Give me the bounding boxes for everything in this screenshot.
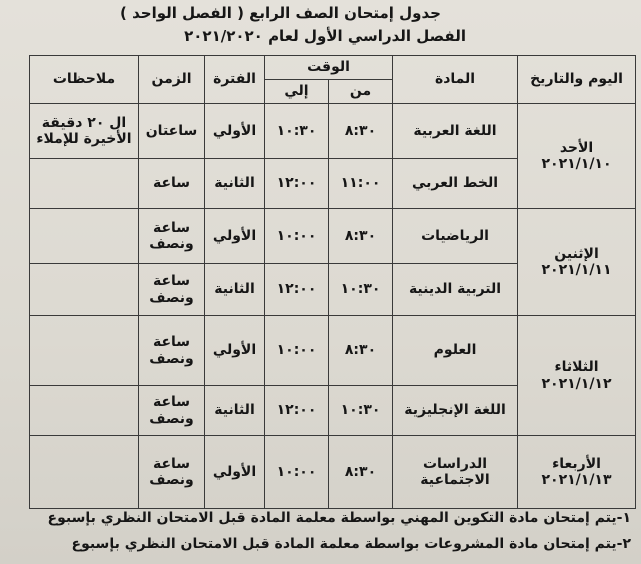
header-period: الفترة — [205, 56, 265, 104]
duration-cell: ساعة ونصف — [139, 264, 205, 316]
day-name: الأربعاء — [552, 455, 601, 472]
period-cell: الثانية — [205, 264, 265, 316]
duration-cell: ساعة ونصف — [139, 386, 205, 436]
subject-cell: التربية الدينية — [393, 264, 518, 316]
time-to-cell: ١٠:٠٠ — [265, 436, 329, 509]
subject-cell: الخط العربي — [393, 159, 518, 209]
time-to-cell: ١٢:٠٠ — [265, 264, 329, 316]
schedule-title: جدول إمتحان الصف الرابع ( الفصل الواحد ) — [120, 4, 441, 22]
period-cell: الأولي — [205, 436, 265, 509]
table-row — [30, 209, 636, 264]
day-cell — [518, 316, 636, 436]
subject-cell: اللغة الإنجليزية — [393, 386, 518, 436]
time-from-cell: ٨:٣٠ — [329, 436, 393, 509]
duration-cell: ساعة — [139, 159, 205, 209]
day-name: الثلاثاء — [554, 359, 599, 376]
period-cell: الأولي — [205, 209, 265, 264]
subject-cell: الرياضيات — [393, 209, 518, 264]
time-from-cell: ٨:٣٠ — [329, 316, 393, 386]
day-cell — [518, 104, 636, 209]
time-from-cell: ١٠:٣٠ — [329, 264, 393, 316]
period-cell: الأولي — [205, 104, 265, 159]
duration-cell: ساعة ونصف — [139, 209, 205, 264]
header-day: اليوم والتاريخ — [518, 56, 636, 104]
day-date: ٢٠٢١/١/١١ — [541, 262, 612, 278]
period-cell: الثانية — [205, 386, 265, 436]
time-from-cell: ١٠:٣٠ — [329, 386, 393, 436]
header-notes: ملاحظات — [30, 56, 139, 104]
time-to-cell: ١٠:٠٠ — [265, 209, 329, 264]
duration-cell: ساعتان — [139, 104, 205, 159]
duration-cell: ساعة ونصف — [139, 436, 205, 509]
time-from-cell: ٨:٣٠ — [329, 104, 393, 159]
day-name: الأحد — [559, 139, 594, 156]
header-from: من — [329, 80, 393, 104]
time-to-cell: ١٢:٠٠ — [265, 386, 329, 436]
footnote-2: ٢-يتم إمتحان مادة المشروعات بواسطة معلمة المادة قبل الامتحان النظري بإسبوع — [71, 536, 631, 552]
notes-cell — [30, 209, 139, 264]
header-to: إلي — [265, 80, 329, 104]
day-cell — [518, 209, 636, 316]
notes-cell — [30, 159, 139, 209]
schedule-subtitle: الفصل الدراسي الأول لعام ٢٠٢١/٢٠٢٠ — [184, 27, 466, 45]
time-to-cell: ١٢:٠٠ — [265, 159, 329, 209]
time-to-cell: ١٠:٠٠ — [265, 316, 329, 386]
day-date: ٢٠٢١/١/١٢ — [541, 375, 612, 392]
notes-cell — [30, 436, 139, 509]
subject-cell: الدراسات الاجتماعية — [393, 436, 518, 509]
subject-cell: العلوم — [393, 316, 518, 386]
day-cell — [518, 436, 636, 509]
notes-cell: ال ٢٠ دقيقة الأخيرة للإملاء — [30, 104, 139, 159]
day-date: ٢٠٢١/١/١٣ — [541, 472, 612, 488]
period-cell: الثانية — [205, 159, 265, 209]
header-duration: الزمن — [139, 56, 205, 104]
notes-cell — [30, 316, 139, 386]
period-cell: الأولي — [205, 316, 265, 386]
footnote-1: ١-يتم إمتحان مادة التكوين المهني بواسطة معلمة المادة قبل الامتحان النظري بإسبوع — [47, 510, 631, 526]
day-name: الإثنين — [554, 245, 599, 262]
duration-cell: ساعة ونصف — [139, 316, 205, 386]
notes-cell — [30, 264, 139, 316]
day-date: ٢٠٢١/١/١٠ — [541, 156, 612, 172]
time-from-cell: ١١:٠٠ — [329, 159, 393, 209]
header-time: الوقت — [265, 56, 393, 80]
notes-cell — [30, 386, 139, 436]
subject-cell: اللغة العربية — [393, 104, 518, 159]
table-row — [30, 436, 636, 509]
time-to-cell: ١٠:٣٠ — [265, 104, 329, 159]
table-row — [30, 104, 636, 159]
table-row — [30, 316, 636, 386]
exam-schedule-table — [29, 55, 636, 509]
time-from-cell: ٨:٣٠ — [329, 209, 393, 264]
header-subject: المادة — [393, 56, 518, 104]
